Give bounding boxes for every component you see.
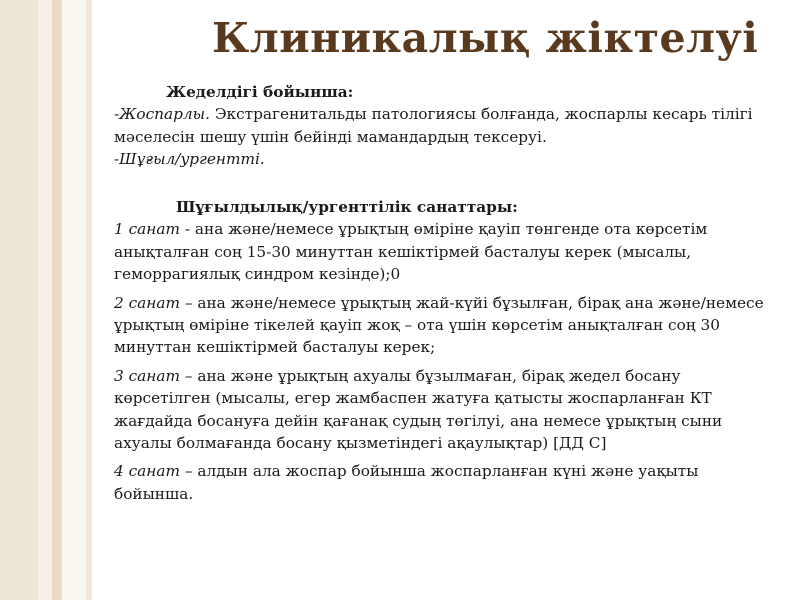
decor-stripe [0, 0, 38, 600]
decor-stripe [38, 0, 52, 600]
category-item [114, 460, 774, 505]
category-label: 4 санат [114, 462, 180, 481]
urgent-label: -Шұғыл/ургентті. [114, 150, 265, 169]
category-text: – ана және ұрықтың ахуалы бұзылмаған, бірақ жедел босану көрсетілген (мысалы, егер жамбаспен жатуға қатысты жоспарланған КТ жағдайда босануға дейін қағанақ судың төгілуі, ана немесе ұрықтың сыни ахуалы болмағанда босану қызметіндегі ақаулықтар) [ДД С] [114, 366, 723, 453]
decor-stripe [62, 0, 86, 600]
section-categories [114, 196, 774, 505]
urgency-heading: Жеделдігі бойынша: [166, 83, 354, 101]
category-text: - ана және/немесе ұрықтың өміріне қауіп төнгенде ота көрсетім анықталған соң 15-30 минуттан кешіктірмей басталуы керек (мысалы, геморрагиялық синдром кезінде);0 [114, 220, 708, 284]
categories-heading: Шұғылдылық/ургенттілік санаттары: [176, 198, 518, 216]
planned-text: Экстрагенитальды патологиясы болғанда, жоспарлы кесарь тілігі мәселесін шешу үшін бейінді мамандардың тексеруі. [114, 105, 753, 146]
planned-label: -Жоспарлы. [114, 105, 210, 124]
urgent-item [114, 148, 774, 170]
slide-title: Клиникалық жіктелуі [212, 14, 759, 62]
category-item [114, 218, 774, 285]
category-label: 2 санат [114, 293, 180, 312]
category-text: – ана және/немесе ұрықтың жай-күйі бұзылған, бірақ ана және/немесе ұрықтың өміріне тікелей қауіп жоқ – ота үшін көрсетім анықталған соң 30 минуттан кешіктірмей басталуы керек; [114, 293, 764, 357]
category-text: – алдын ала жоспар бойынша жоспарланған күні және уақыты бойынша. [114, 462, 699, 503]
planned-item [114, 103, 774, 148]
category-item [114, 365, 774, 455]
section-urgency [114, 81, 774, 171]
decor-stripe [52, 0, 62, 600]
category-label: 1 санат [114, 220, 180, 239]
category-label: 3 санат [114, 366, 180, 385]
category-item [114, 292, 774, 359]
